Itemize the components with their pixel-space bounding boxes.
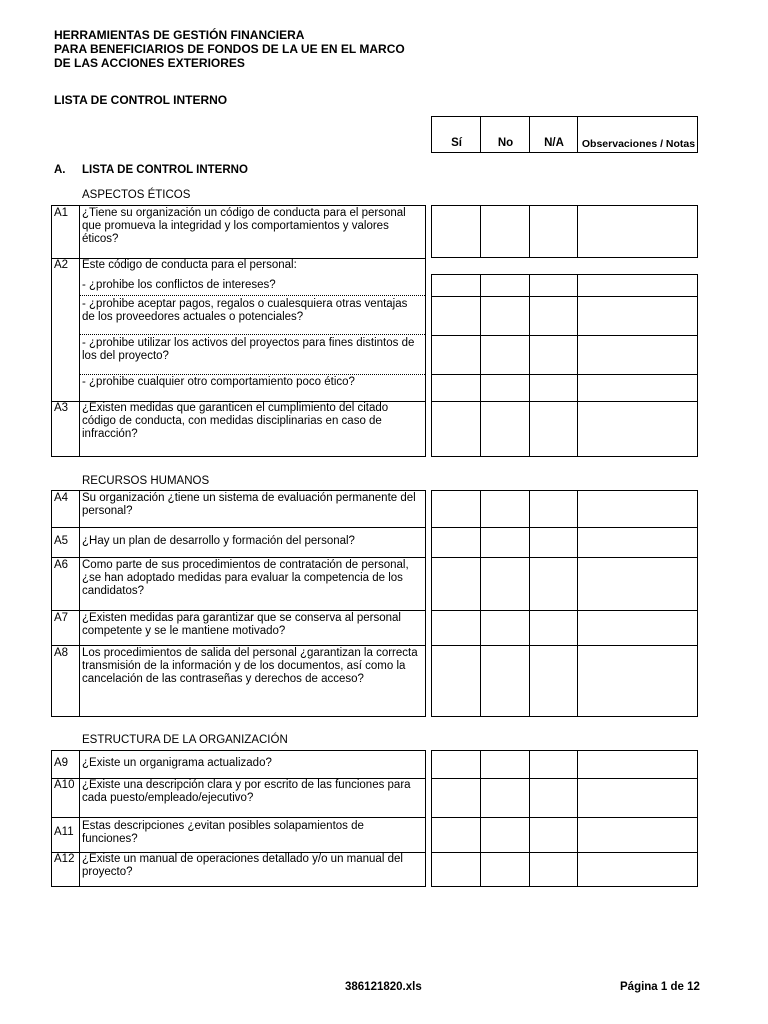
question-text: Como parte de sus procedimientos de contratación de personal, ¿se han adoptado medidas para evaluar la competencia de los candidatos? (82, 559, 409, 597)
group-estructura-organizacion: ESTRUCTURA DE LA ORGANIZACIÓN (82, 734, 288, 746)
answer-si-cell[interactable] (432, 751, 481, 886)
question-text: Este código de conducta para el personal: (82, 259, 297, 271)
doc-title-line1: HERRAMIENTAS DE GESTIÓN FINANCIERA (54, 28, 305, 42)
answer-no-cell[interactable] (481, 206, 530, 257)
question-id: A5 (54, 535, 69, 547)
question-text: ¿Existe una descripción clara y por escrito de las funciones para cada puesto/empleado/ejecutivo? (82, 779, 411, 804)
question-id: A2 (54, 259, 69, 271)
question-id: A7 (54, 612, 69, 624)
question-text: ¿Existe un manual de operaciones detallado y/o un manual del proyecto? (82, 853, 403, 878)
question-id: A12 (54, 853, 75, 865)
list-title: LISTA DE CONTROL INTERNO (54, 93, 228, 107)
answer-no-cell[interactable] (481, 751, 530, 886)
answer-no-cell[interactable] (481, 491, 530, 716)
question-id: A8 (54, 647, 69, 659)
footer-filename: 386121820.xls (345, 981, 422, 993)
question-text: ¿Tiene su organización un código de conducta para el personal que promueva la integridad y los comportamientos y valores éticos? (82, 207, 406, 245)
question-id: A3 (54, 402, 69, 414)
answer-na-cell[interactable] (530, 491, 578, 716)
doc-title-line2: PARA BENEFICIARIOS DE FONDOS DE LA UE EN EL MARCO (54, 42, 405, 56)
section-letter: A. (54, 164, 66, 176)
answer-rows-A9-A12[interactable] (431, 750, 698, 887)
question-id: A10 (54, 779, 75, 791)
answer-si-cell[interactable] (432, 206, 481, 257)
question-id: A6 (54, 559, 69, 571)
answer-no-cell[interactable] (481, 275, 530, 456)
question-text: ¿Existen medidas para garantizar que se conserva al personal competente y se le mantiene motivado? (82, 612, 401, 637)
question-text: Su organización ¿tiene un sistema de evaluación permanente del personal? (82, 492, 416, 517)
question-text: ¿Existen medidas que garanticen el cumplimiento del citado código de conducta, con medidas disciplinarias en caso de infracción? (82, 402, 389, 440)
question-text: ¿Hay un plan de desarrollo y formación del personal? (82, 535, 355, 547)
question-text: Estas descripciones ¿evitan posibles solapamientos de funciones? (82, 820, 364, 845)
answer-na-cell[interactable] (530, 206, 578, 257)
answer-rows-A4-A8[interactable] (431, 490, 698, 717)
answer-na-cell[interactable] (530, 751, 578, 886)
group-recursos-humanos: RECURSOS HUMANOS (82, 475, 210, 487)
answer-row-A1[interactable] (431, 205, 698, 258)
question-id: A4 (54, 492, 69, 504)
section-title: LISTA DE CONTROL INTERNO (82, 164, 248, 176)
answer-si-cell[interactable] (432, 275, 481, 456)
column-na: N/A (544, 137, 564, 149)
question-id: A11 (54, 826, 74, 838)
sub-question-text: - ¿prohibe aceptar pagos, regalos o cualesquiera otras ventajas de los proveedores actuales o potenciales? (82, 298, 408, 323)
question-text: ¿Existe un organigrama actualizado? (82, 757, 272, 769)
column-header-box (431, 116, 698, 153)
answer-na-cell[interactable] (530, 275, 578, 456)
sub-question-text: - ¿prohibe utilizar los activos del proyectos para fines distintos de los del proyecto? (82, 337, 415, 362)
sub-question-text: - ¿prohibe cualquier otro comportamiento poco ético? (82, 376, 355, 388)
answer-rows-A2-A3[interactable] (431, 274, 698, 457)
question-id: A9 (54, 757, 69, 769)
question-id: A1 (54, 207, 69, 219)
column-no: No (497, 137, 514, 149)
question-text: Los procedimientos de salida del personal ¿garantizan la correcta transmisión de la información y de los documentos, así como la cancelación de las contraseñas y derechos de acceso? (82, 647, 418, 685)
group-aspectos-eticos: ASPECTOS ÉTICOS (82, 189, 191, 201)
column-si: Sí (451, 137, 462, 149)
sub-question-text: - ¿prohibe los conflictos de intereses? (82, 279, 276, 291)
answer-si-cell[interactable] (432, 491, 481, 716)
column-observaciones: Observaciones / Notas (581, 138, 696, 150)
doc-title-line3: DE LAS ACCIONES EXTERIORES (54, 56, 245, 70)
footer-page-number: Página 1 de 12 (620, 981, 700, 993)
